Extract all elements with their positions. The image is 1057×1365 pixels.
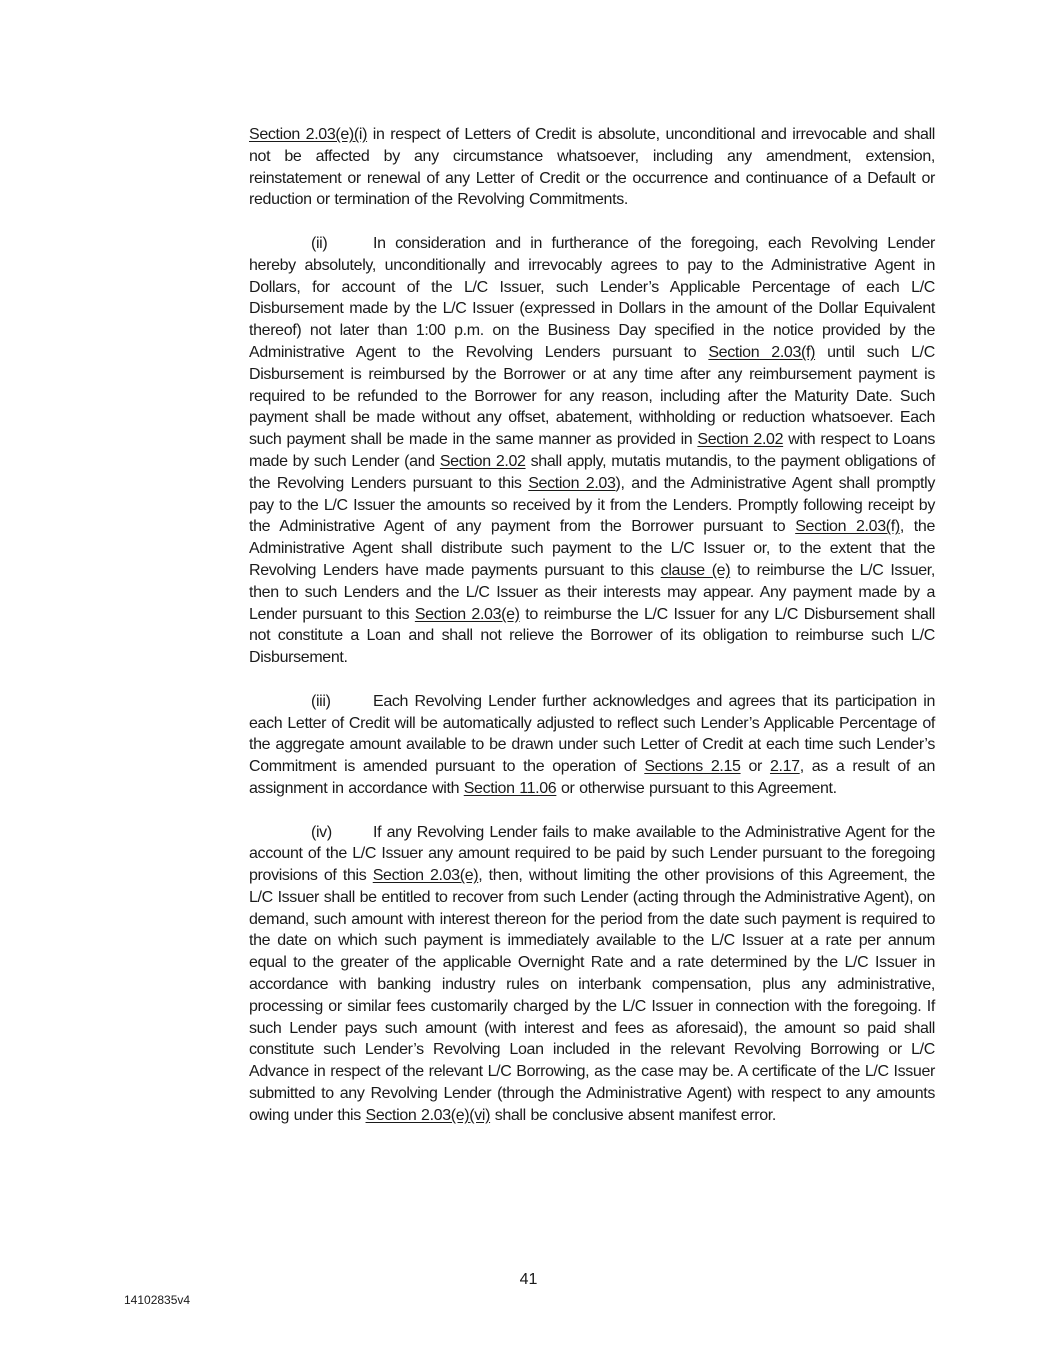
- section-reference: Section 2.02: [439, 452, 526, 470]
- text-run: , then, without limiting the other provisions of this Agreement, the L/C Issuer shall be entitled to recover from such Lender (acting through the Administrative Agent), on demand, such amount with interest thereon for the period from the date such payment is required to the date on which such payment is immediately available to the L/C Issuer at a rate per annum equal to the greater of the applicable Overnight Rate and a rate determined by the L/C Issuer in accordance with banking industry rules on interbank compensation, plus any administrative, processing or similar fees customarily charged by the L/C Issuer in connection with the foregoing. If such Lender pays such amount (with interest and fees as aforesaid), the amount so paid shall constitute such Lender’s Revolving Loan included in the relevant Revolving Borrowing or L/C Advance in respect of the relevant L/C Borrowing, as the case may be. A certificate of the L/C Issuer submitted to any Revolving Lender (through the Administrative Agent) with respect to any amounts owing under this: [249, 867, 935, 1124]
- section-reference: 2.17: [769, 758, 800, 776]
- section-reference: Section 2.03(f): [795, 518, 900, 536]
- section-reference: Section 11.06: [463, 779, 557, 797]
- paragraph: [249, 691, 935, 800]
- text-run: ), and the Administrative Agent shall promptly pay to the L/C Issuer the amounts so received by it from the Lenders. Promptly following receipt by the Administrative Agent of any payment from the Borrower pursuant to: [249, 474, 935, 536]
- text-run: or otherwise pursuant to this Agreement.: [556, 779, 837, 797]
- page-number: 41: [519, 1271, 538, 1288]
- text-run: , the Administrative Agent shall distribute such payment to the L/C Issuer or, to the extent that the Revolving Lenders have made payments pursuant to this: [249, 518, 935, 579]
- text-run: If any Revolving Lender fails to make available to the Administrative Agent for the account of the L/C Issuer any amount required to be paid by such Lender pursuant to the foregoing provisions of this: [249, 823, 935, 885]
- clause-number: (ii): [311, 234, 328, 252]
- paragraph: [249, 233, 935, 669]
- text-run: to reimburse the L/C Issuer for any L/C Disbursement shall not constitute a Loan and shall not relieve the Borrower of its obligation to reimburse such L/C Disbursement.: [249, 605, 935, 667]
- clause-number: (iv): [311, 823, 332, 841]
- section-reference: Section 2.03(f): [708, 343, 816, 361]
- text-run: in respect of Letters of Credit is absolute, unconditional and irrevocable and shall not be affected by any circumstance whatsoever, including any amendment, extension, reinstatement or renewal of any Letter of Credit or the occurrence and continuance of a Default or reduction or termination of the Revolving Commitments.: [249, 126, 935, 209]
- text-run: until such L/C Disbursement is reimbursed by the Borrower or at any time after any reimbursement payment is required to be refunded to the Borrower for any reason, including after the Maturity Date. Such payment shall be made without any offset, abatement, withholding or reduction whatsoever. Each such payment shall be made in the same manner as provided in: [249, 343, 935, 449]
- section-reference: clause (e): [660, 561, 731, 579]
- text-run: In consideration and in furtherance of the foregoing, each Revolving Lender hereby absolutely, unconditionally and irrevocably agrees to pay to the Administrative Agent in Dollars, for account of the L/C Issuer, such Lender’s Applicable Percentage of each L/C Disbursement made by the L/C Issuer (expressed in Dollars in the amount of the Dollar Equivalent thereof) not later than 1:00 p.m. on the Business Day specified in the notice provided by the Administrative Agent to the Revolving Lenders pursuant to: [249, 234, 935, 361]
- text-run: shall apply, mutatis mutandis, to the payment obligations of the Revolving Lenders pursuant to this: [249, 452, 935, 492]
- section-reference: Sections 2.15: [644, 758, 741, 776]
- section-reference: Section 2.02: [697, 431, 784, 449]
- section-reference: Section 2.03(e): [414, 605, 520, 623]
- text-run: shall be conclusive absent manifest error.: [490, 1106, 776, 1124]
- clause-number: (iii): [311, 692, 331, 710]
- text-run: with respect to Loans made by such Lender (and: [249, 431, 935, 470]
- text-run: or: [740, 758, 770, 776]
- section-reference: Section 2.03(e): [372, 867, 479, 885]
- text-run: , as a result of an assignment in accordance with: [249, 758, 936, 797]
- paragraph: [249, 822, 935, 1127]
- section-reference: Section 2.03(e)(vi): [365, 1106, 491, 1124]
- section-reference: Section 2.03(e)(i): [249, 126, 368, 143]
- document-body: [249, 124, 935, 1148]
- paragraph: [249, 124, 935, 211]
- document-id: 14102835v4: [124, 1293, 191, 1307]
- section-reference: Section 2.03: [528, 474, 616, 492]
- text-run: Each Revolving Lender further acknowledges and agrees that its participation in each Letter of Credit will be automatically adjusted to reflect such Lender’s Applicable Percentage of the aggregate amount available to be drawn under such Letter of Credit at each time such Lender’s Commitment is amended pursuant to the operation of: [249, 692, 935, 776]
- text-run: to reimburse the L/C Issuer, then to such Lenders and the L/C Issuer as their interests may appear. Any payment made by a Lender pursuant to this: [249, 561, 935, 623]
